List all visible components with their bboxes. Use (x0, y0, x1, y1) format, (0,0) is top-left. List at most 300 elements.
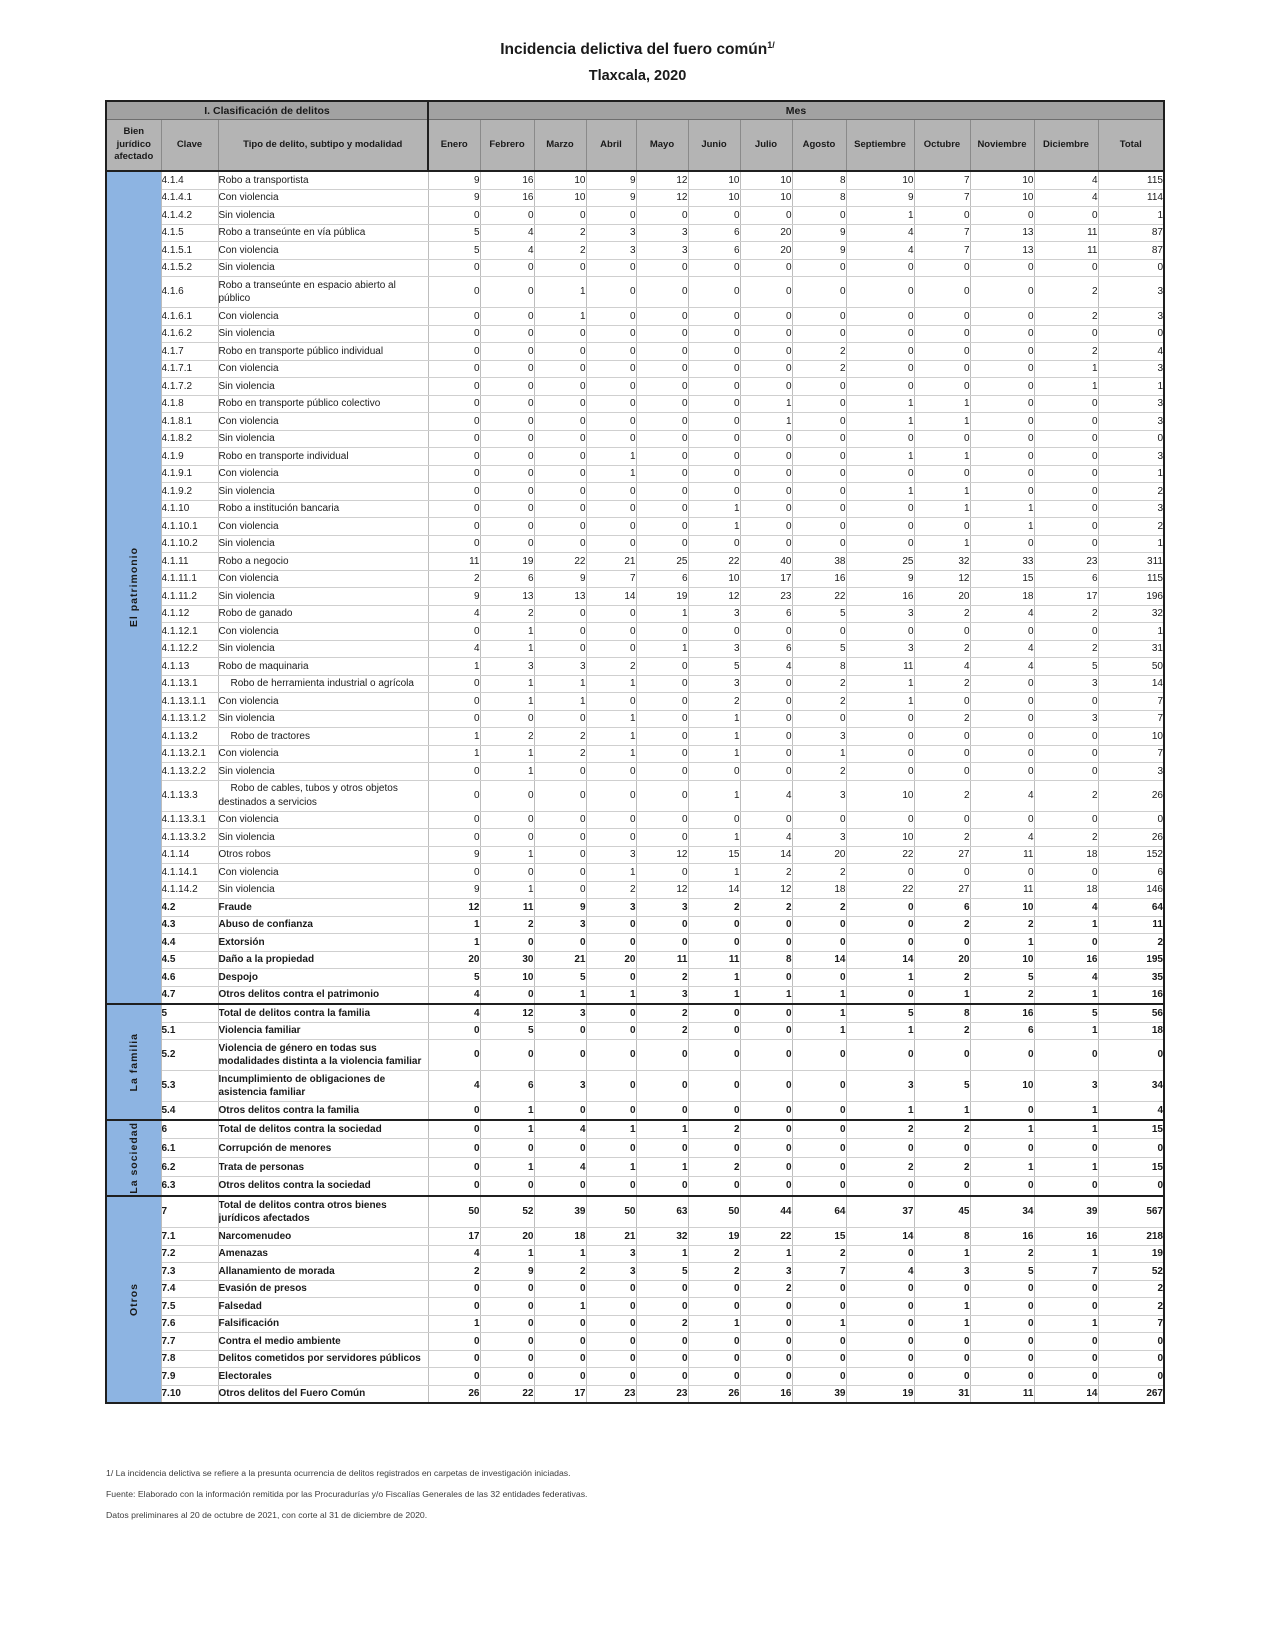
month-value: 14 (688, 881, 740, 899)
month-value: 0 (846, 343, 914, 361)
month-value: 0 (1034, 1040, 1098, 1071)
month-value: 4 (428, 605, 480, 623)
month-value: 7 (586, 570, 636, 588)
col-month-febrero: Febrero (480, 120, 534, 172)
delito-label: Sin violencia (218, 325, 428, 343)
month-value: 0 (1034, 395, 1098, 413)
month-value: 1 (846, 1102, 914, 1120)
delito-label: Con violencia (218, 864, 428, 882)
delito-label: Robo a transeúnte en espacio abierto al público (218, 277, 428, 308)
month-value: 0 (586, 518, 636, 536)
month-value: 0 (428, 1333, 480, 1351)
month-value: 1 (1034, 360, 1098, 378)
month-value: 0 (480, 395, 534, 413)
delito-label: Con violencia (218, 465, 428, 483)
month-value: 1 (480, 1120, 534, 1139)
month-value: 4 (1034, 171, 1098, 189)
month-value: 63 (636, 1196, 688, 1228)
month-value: 1 (688, 710, 740, 728)
month-value: 26 (428, 1385, 480, 1403)
col-bien-juridico: Bien jurídico afectado (106, 120, 161, 172)
month-value: 3 (636, 986, 688, 1004)
month-value: 16 (1034, 951, 1098, 969)
month-value: 1 (846, 483, 914, 501)
month-value: 0 (480, 500, 534, 518)
month-value: 1 (428, 728, 480, 746)
month-value: 0 (636, 623, 688, 641)
month-value: 0 (914, 378, 970, 396)
month-value: 5 (428, 242, 480, 260)
clave-cell: 4.1.14 (161, 846, 218, 864)
month-value: 0 (846, 277, 914, 308)
month-value: 1 (636, 605, 688, 623)
month-value: 0 (534, 207, 586, 225)
table-row (106, 1040, 1164, 1071)
month-value: 0 (1034, 1333, 1098, 1351)
table-row (106, 570, 1164, 588)
footnote-2: Fuente: Elaborado con la información remitida por las Procuradurías y/o Fiscalías Generales de las 32 entidades federativas. (106, 1489, 588, 1499)
table-row (106, 1071, 1164, 1102)
delito-label: Robo de ganado (218, 605, 428, 623)
clave-cell: 4.1.8 (161, 395, 218, 413)
table-row (106, 864, 1164, 882)
month-value: 1 (1034, 1245, 1098, 1263)
month-value: 1 (846, 395, 914, 413)
month-value: 0 (970, 1280, 1034, 1298)
total-value: 311 (1098, 553, 1164, 571)
month-value: 0 (636, 693, 688, 711)
month-value: 0 (534, 1333, 586, 1351)
month-value: 0 (792, 395, 846, 413)
month-value: 0 (688, 1333, 740, 1351)
table-row (106, 969, 1164, 987)
delito-label: Otros robos (218, 846, 428, 864)
clave-cell: 4.5 (161, 951, 218, 969)
month-value: 22 (480, 1385, 534, 1403)
month-value: 0 (480, 1177, 534, 1196)
month-value: 0 (914, 763, 970, 781)
month-value: 2 (688, 899, 740, 917)
month-value: 0 (636, 934, 688, 952)
month-value: 0 (1034, 207, 1098, 225)
month-value: 0 (428, 1350, 480, 1368)
month-value: 0 (1034, 1177, 1098, 1196)
month-value: 10 (740, 171, 792, 189)
month-value: 11 (970, 1385, 1034, 1403)
month-value: 0 (586, 811, 636, 829)
month-value: 4 (970, 640, 1034, 658)
month-value: 0 (1034, 693, 1098, 711)
month-value: 20 (480, 1228, 534, 1246)
month-value: 37 (846, 1196, 914, 1228)
total-value: 115 (1098, 570, 1164, 588)
month-value: 0 (480, 829, 534, 847)
total-value: 2 (1098, 1280, 1164, 1298)
clave-cell: 6 (161, 1120, 218, 1139)
month-value: 0 (636, 378, 688, 396)
month-value: 0 (792, 535, 846, 553)
month-value: 0 (636, 535, 688, 553)
month-value: 0 (846, 259, 914, 277)
month-value: 9 (792, 242, 846, 260)
month-value: 2 (1034, 343, 1098, 361)
month-value: 0 (792, 277, 846, 308)
month-value: 0 (586, 360, 636, 378)
month-value: 0 (970, 465, 1034, 483)
clave-cell: 4.1.13.3 (161, 780, 218, 811)
month-value: 0 (792, 500, 846, 518)
month-value: 14 (1034, 1385, 1098, 1403)
month-value: 0 (428, 535, 480, 553)
month-value: 1 (914, 1315, 970, 1333)
month-value: 0 (688, 535, 740, 553)
month-value: 0 (792, 378, 846, 396)
clave-cell: 4.1.4.1 (161, 189, 218, 207)
month-value: 0 (846, 500, 914, 518)
month-value: 0 (740, 518, 792, 536)
month-value: 3 (846, 1071, 914, 1102)
total-value: 32 (1098, 605, 1164, 623)
month-value: 0 (586, 623, 636, 641)
month-value: 6 (740, 605, 792, 623)
month-value: 1 (428, 658, 480, 676)
month-value: 2 (792, 343, 846, 361)
month-value: 0 (970, 1102, 1034, 1120)
delito-label: Total de delitos contra otros bienes jurídicos afectados (218, 1196, 428, 1228)
month-value: 38 (792, 553, 846, 571)
month-value: 23 (1034, 553, 1098, 571)
month-value: 8 (740, 951, 792, 969)
month-value: 3 (534, 1004, 586, 1022)
month-value: 1 (914, 395, 970, 413)
month-value: 0 (586, 277, 636, 308)
group-label: El patrimonio (127, 547, 140, 628)
delito-label: Otros delitos del Fuero Común (218, 1385, 428, 1403)
table-row (106, 1368, 1164, 1386)
month-value: 0 (534, 1040, 586, 1071)
month-value: 6 (480, 570, 534, 588)
delito-label: Con violencia (218, 308, 428, 326)
month-value: 0 (914, 934, 970, 952)
month-value: 16 (480, 171, 534, 189)
month-value: 16 (970, 1228, 1034, 1246)
month-value: 1 (970, 1120, 1034, 1139)
month-value: 0 (688, 277, 740, 308)
total-value: 1 (1098, 207, 1164, 225)
delito-label: Sin violencia (218, 259, 428, 277)
month-value: 11 (688, 951, 740, 969)
month-value: 12 (636, 881, 688, 899)
month-value: 2 (740, 864, 792, 882)
month-value: 10 (970, 1071, 1034, 1102)
delito-label: Delitos cometidos por servidores públicos (218, 1350, 428, 1368)
total-value: 2 (1098, 518, 1164, 536)
month-value: 1 (480, 745, 534, 763)
month-value: 9 (534, 899, 586, 917)
month-value: 0 (636, 916, 688, 934)
month-value: 0 (740, 259, 792, 277)
month-value: 0 (586, 259, 636, 277)
month-value: 12 (688, 588, 740, 606)
month-value: 0 (846, 986, 914, 1004)
table-row (106, 1333, 1164, 1351)
month-value: 0 (970, 325, 1034, 343)
clave-cell: 6.3 (161, 1177, 218, 1196)
month-value: 0 (740, 969, 792, 987)
total-value: 50 (1098, 658, 1164, 676)
month-value: 0 (740, 325, 792, 343)
month-value: 0 (970, 1315, 1034, 1333)
month-value: 18 (534, 1228, 586, 1246)
total-value: 3 (1098, 277, 1164, 308)
month-value: 3 (586, 242, 636, 260)
month-value: 15 (688, 846, 740, 864)
clave-cell: 4.1.12 (161, 605, 218, 623)
month-value: 0 (688, 1040, 740, 1071)
clave-cell: 4.1.7.2 (161, 378, 218, 396)
month-value: 0 (970, 763, 1034, 781)
month-value: 0 (740, 483, 792, 501)
month-value: 19 (480, 553, 534, 571)
clave-cell: 4.1.13.2.1 (161, 745, 218, 763)
month-value: 0 (586, 343, 636, 361)
month-value: 0 (586, 535, 636, 553)
month-value: 0 (688, 1004, 740, 1022)
total-value: 3 (1098, 500, 1164, 518)
month-value: 0 (534, 864, 586, 882)
month-value: 27 (914, 881, 970, 899)
month-value: 0 (428, 277, 480, 308)
month-value: 0 (792, 1333, 846, 1351)
month-value: 22 (792, 588, 846, 606)
month-value: 1 (688, 745, 740, 763)
month-value: 0 (688, 360, 740, 378)
month-value: 0 (688, 207, 740, 225)
month-value: 2 (914, 605, 970, 623)
month-value: 12 (636, 846, 688, 864)
month-value: 6 (970, 1022, 1034, 1040)
month-value: 0 (792, 1071, 846, 1102)
total-value: 56 (1098, 1004, 1164, 1022)
month-value: 0 (480, 1368, 534, 1386)
clave-cell: 4.1.6 (161, 277, 218, 308)
delito-label: Sin violencia (218, 763, 428, 781)
delito-label: Robo a transportista (218, 171, 428, 189)
month-value: 2 (480, 605, 534, 623)
total-value: 1 (1098, 378, 1164, 396)
month-value: 0 (740, 1040, 792, 1071)
month-value: 2 (740, 899, 792, 917)
month-value: 0 (586, 1280, 636, 1298)
total-value: 0 (1098, 325, 1164, 343)
month-value: 6 (480, 1071, 534, 1102)
month-value: 0 (688, 1102, 740, 1120)
month-value: 2 (428, 1263, 480, 1281)
month-value: 2 (534, 242, 586, 260)
month-value: 0 (970, 693, 1034, 711)
month-value: 0 (428, 1022, 480, 1040)
table-row (106, 500, 1164, 518)
month-value: 0 (792, 465, 846, 483)
month-value: 0 (534, 1350, 586, 1368)
month-value: 12 (740, 881, 792, 899)
month-value: 1 (480, 881, 534, 899)
month-value: 2 (636, 969, 688, 987)
month-value: 0 (1034, 1368, 1098, 1386)
crime-incidence-table (105, 100, 1165, 1404)
month-value: 0 (428, 325, 480, 343)
month-value: 52 (480, 1196, 534, 1228)
month-value: 0 (480, 1333, 534, 1351)
month-value: 0 (586, 1139, 636, 1158)
month-value: 2 (428, 570, 480, 588)
table-row (106, 1102, 1164, 1120)
month-value: 6 (914, 899, 970, 917)
month-value: 0 (480, 934, 534, 952)
month-value: 0 (428, 395, 480, 413)
month-value: 0 (534, 500, 586, 518)
month-value: 0 (586, 780, 636, 811)
month-value: 0 (970, 675, 1034, 693)
month-value: 9 (534, 570, 586, 588)
month-value: 9 (846, 189, 914, 207)
month-value: 8 (914, 1228, 970, 1246)
table-row (106, 1228, 1164, 1246)
month-value: 0 (636, 1298, 688, 1316)
table-row (106, 881, 1164, 899)
month-value: 0 (970, 1333, 1034, 1351)
month-value: 0 (740, 1022, 792, 1040)
month-value: 1 (636, 1158, 688, 1177)
delito-label: Robo en transporte individual (218, 448, 428, 466)
month-value: 0 (914, 325, 970, 343)
month-value: 0 (428, 675, 480, 693)
month-value: 1 (1034, 1315, 1098, 1333)
month-value: 0 (586, 483, 636, 501)
month-value: 0 (846, 899, 914, 917)
month-value: 1 (534, 986, 586, 1004)
month-value: 0 (792, 1102, 846, 1120)
total-value: 0 (1098, 1350, 1164, 1368)
table-row (106, 986, 1164, 1004)
month-value: 0 (480, 986, 534, 1004)
month-value: 1 (792, 1004, 846, 1022)
month-value: 11 (1034, 224, 1098, 242)
month-value: 50 (586, 1196, 636, 1228)
month-value: 0 (534, 1315, 586, 1333)
month-value: 11 (970, 846, 1034, 864)
month-value: 0 (914, 693, 970, 711)
clave-cell: 4.1.5.2 (161, 259, 218, 277)
month-value: 0 (428, 430, 480, 448)
month-value: 0 (480, 343, 534, 361)
month-value: 15 (792, 1228, 846, 1246)
month-value: 4 (428, 1245, 480, 1263)
col-total: Total (1098, 120, 1164, 172)
month-value: 0 (846, 378, 914, 396)
month-value: 0 (688, 395, 740, 413)
month-value: 1 (480, 1245, 534, 1263)
month-value: 0 (914, 811, 970, 829)
total-value: 52 (1098, 1263, 1164, 1281)
month-value: 16 (846, 588, 914, 606)
clave-cell: 4.1.13.1 (161, 675, 218, 693)
table-row (106, 483, 1164, 501)
month-value: 10 (970, 899, 1034, 917)
month-value: 1 (914, 986, 970, 1004)
delito-label: Sin violencia (218, 207, 428, 225)
month-value: 2 (846, 1158, 914, 1177)
delito-label: Con violencia (218, 518, 428, 536)
clave-cell: 4.1.5 (161, 224, 218, 242)
month-value: 0 (970, 535, 1034, 553)
month-value: 4 (480, 242, 534, 260)
month-value: 0 (688, 430, 740, 448)
month-value: 0 (846, 1315, 914, 1333)
month-value: 0 (586, 1004, 636, 1022)
month-value: 2 (1034, 605, 1098, 623)
month-value: 1 (688, 829, 740, 847)
clave-cell: 7.5 (161, 1298, 218, 1316)
delito-label: Robo de cables, tubos y otros objetos destinados a servicios (218, 780, 428, 811)
month-value: 2 (914, 916, 970, 934)
month-value: 0 (740, 675, 792, 693)
table-row (106, 171, 1164, 189)
month-value: 1 (586, 465, 636, 483)
month-value: 4 (480, 224, 534, 242)
month-value: 10 (970, 189, 1034, 207)
month-value: 0 (534, 360, 586, 378)
month-value: 1 (480, 1102, 534, 1120)
month-value: 0 (586, 934, 636, 952)
month-value: 0 (586, 763, 636, 781)
month-value: 1 (586, 864, 636, 882)
month-value: 0 (636, 1177, 688, 1196)
month-value: 0 (846, 325, 914, 343)
month-value: 0 (688, 1350, 740, 1368)
month-value: 0 (846, 745, 914, 763)
month-value: 22 (534, 553, 586, 571)
month-value: 3 (914, 1263, 970, 1281)
month-value: 0 (740, 1368, 792, 1386)
month-value: 0 (740, 1315, 792, 1333)
month-value: 0 (688, 1071, 740, 1102)
total-value: 3 (1098, 448, 1164, 466)
month-value: 2 (1034, 640, 1098, 658)
month-value: 1 (792, 1315, 846, 1333)
month-value: 0 (846, 308, 914, 326)
month-value: 39 (534, 1196, 586, 1228)
group-cell (106, 1004, 161, 1120)
month-value: 0 (970, 864, 1034, 882)
month-value: 0 (586, 1177, 636, 1196)
month-value: 10 (534, 189, 586, 207)
clave-cell: 4.1.6.2 (161, 325, 218, 343)
delito-label: Fraude (218, 899, 428, 917)
month-value: 0 (970, 623, 1034, 641)
month-value: 0 (534, 343, 586, 361)
table-row (106, 1298, 1164, 1316)
month-value: 10 (740, 189, 792, 207)
month-value: 0 (740, 728, 792, 746)
total-value: 19 (1098, 1245, 1164, 1263)
clave-cell: 4.1.8.2 (161, 430, 218, 448)
month-value: 4 (1034, 189, 1098, 207)
total-value: 1 (1098, 465, 1164, 483)
month-value: 0 (428, 1280, 480, 1298)
clave-cell: 5.1 (161, 1022, 218, 1040)
month-value: 1 (688, 986, 740, 1004)
